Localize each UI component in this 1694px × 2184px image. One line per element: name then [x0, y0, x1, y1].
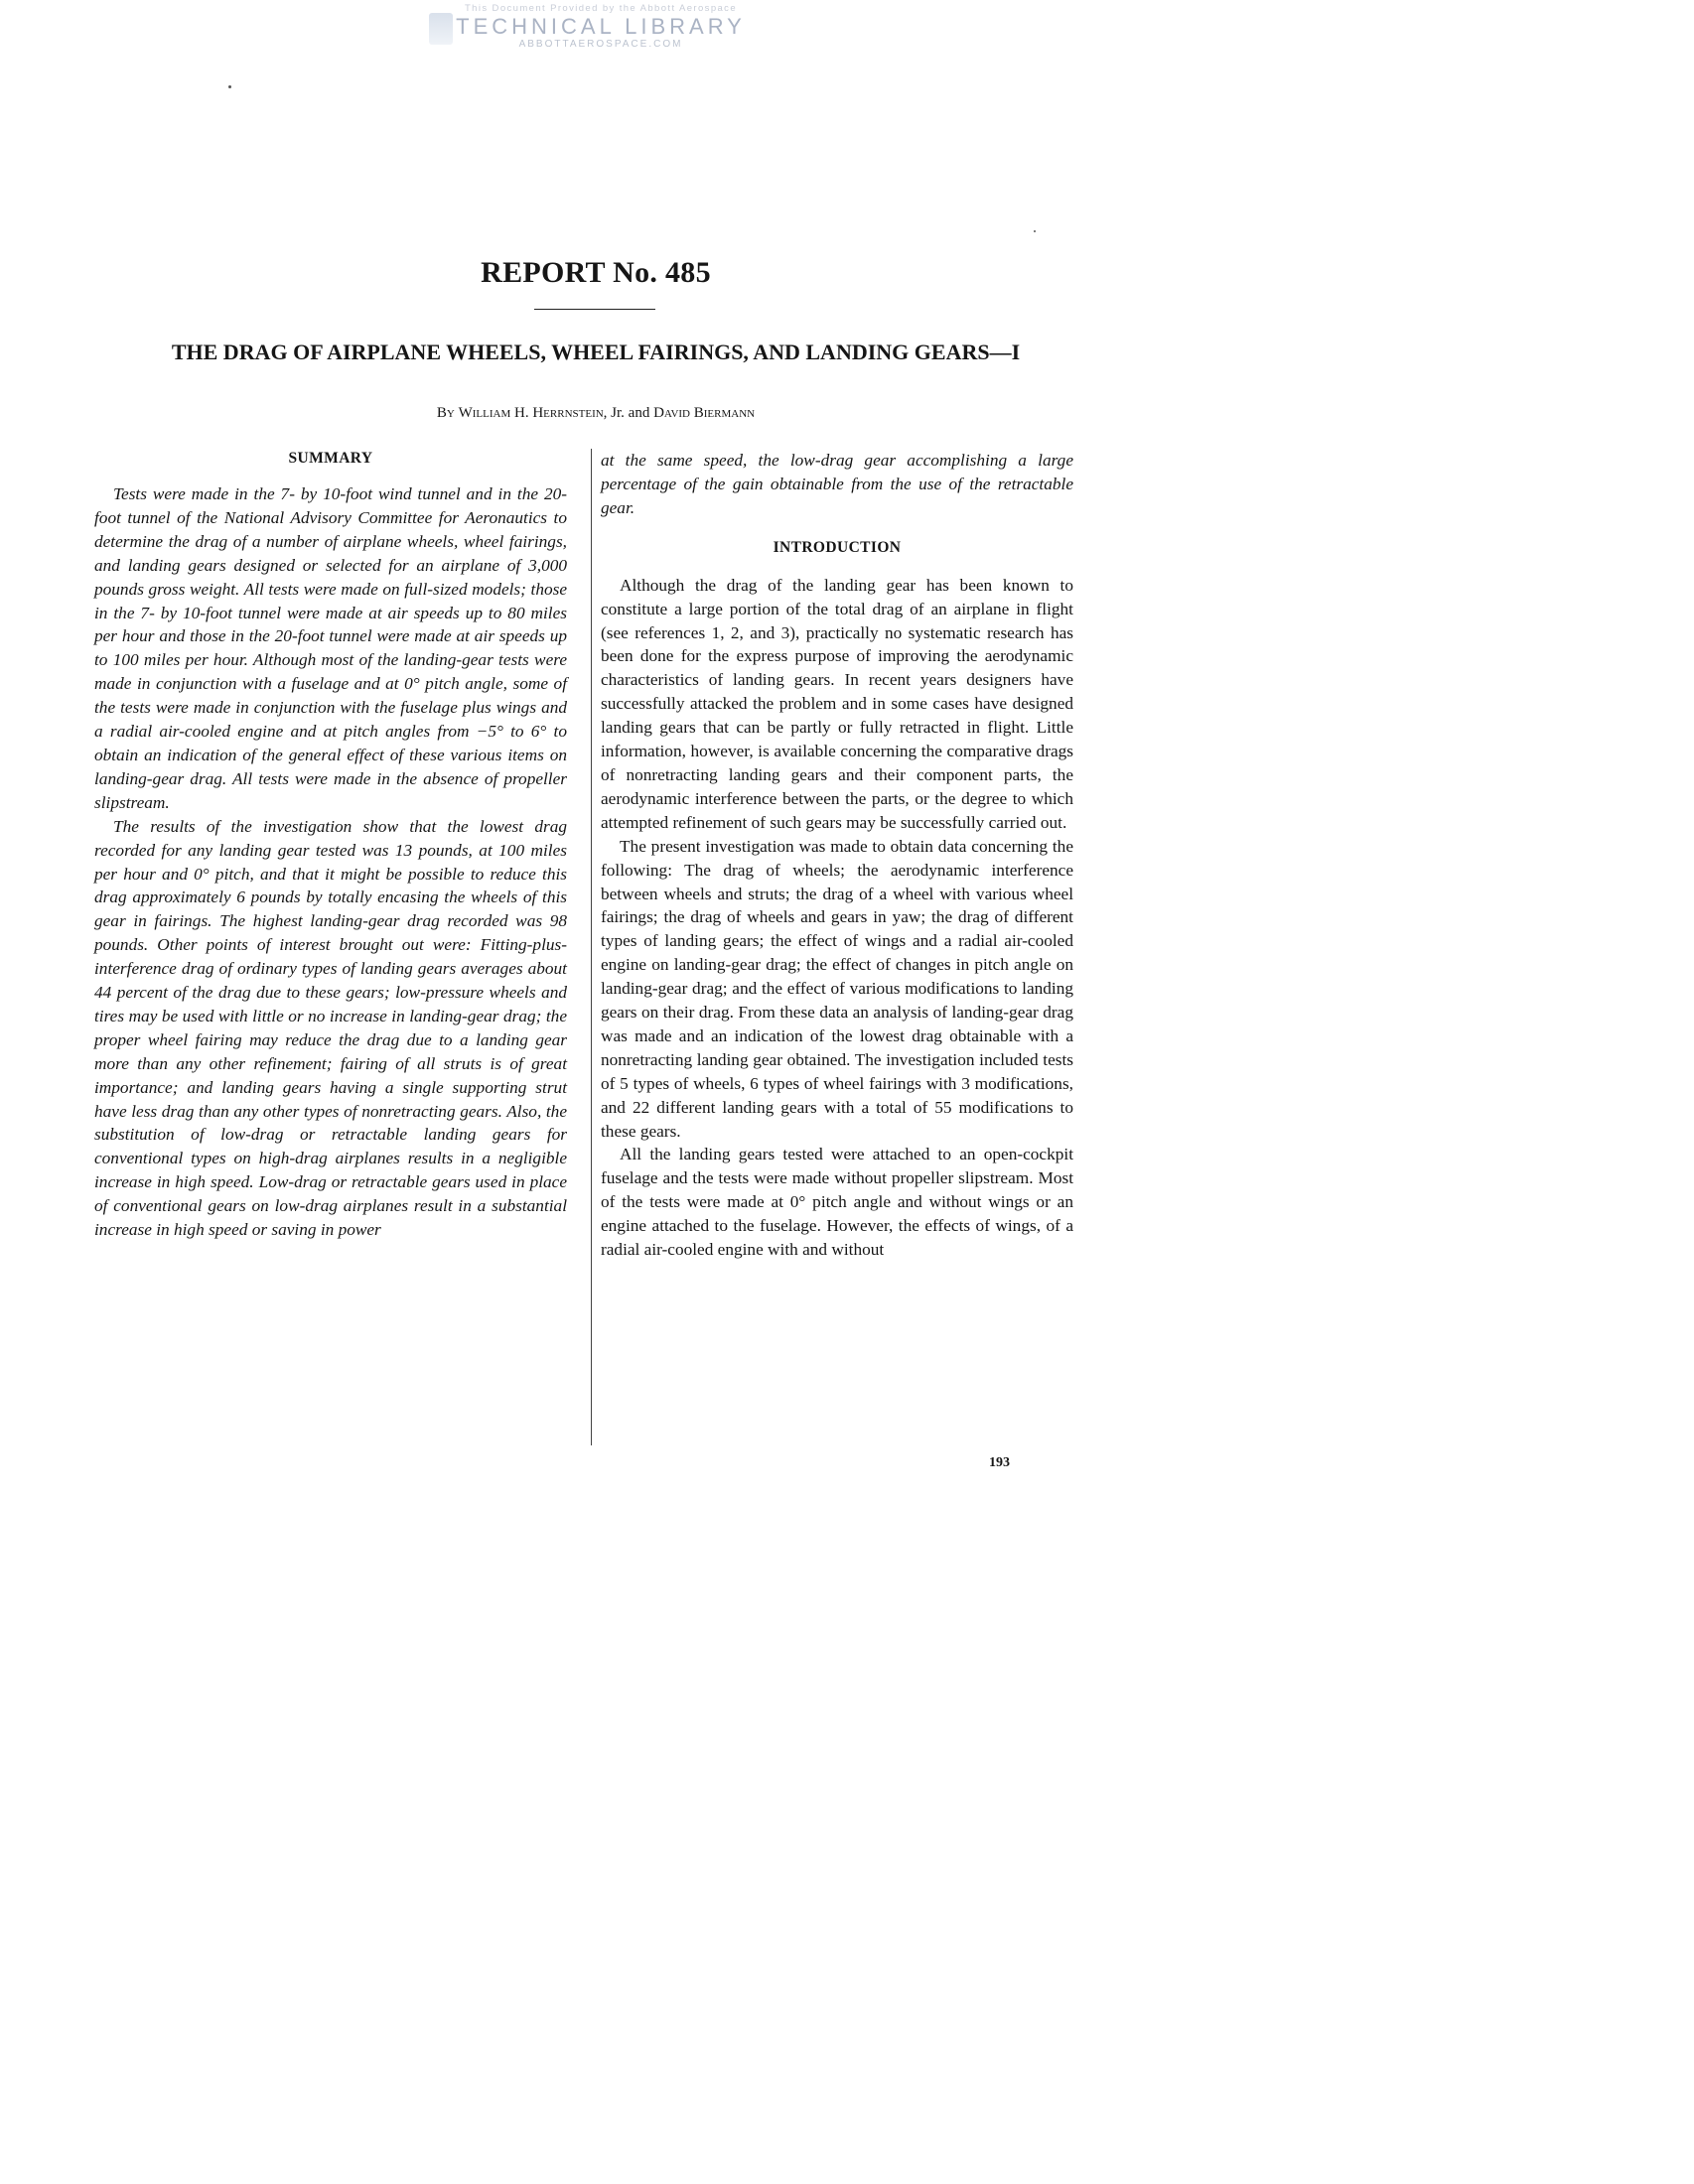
watermark-source-line: This Document Provided by the Abbott Aerospace: [464, 3, 738, 14]
library-logo-icon: [429, 13, 453, 45]
scan-speck: [228, 85, 231, 88]
introduction-heading: INTRODUCTION: [773, 538, 902, 556]
summary-paragraph: Tests were made in the 7- by 10-foot wind tunnel and in the 20-foot tunnel of the National Advisory Committee for Aeronautics to determine the drag of a number of airplane wheels, wheel fairings, and landing gears designed or selected for an airplane of 3,000 pounds gross weight. All tests were made on full-sized models; those in the 7- by 10-foot tunnel were made at air speeds up to 80 miles per hour and those in the 20-foot tunnel were made at air speeds up to 100 miles per hour. Although most of the landing-gear tests were made in conjunction with a fuselage and at 0° pitch angle, some of the tests were made in conjunction with the fuselage plus wings and a radial air-cooled engine and at pitch angles from −5° to 6° to obtain an indication of the general effect of these various items on landing-gear drag. All tests were made in the absence of propeller slipstream.: [94, 484, 567, 812]
author-name: William H. Herrnstein: [458, 405, 604, 421]
byline-by: By: [436, 405, 455, 421]
column-divider: [591, 449, 592, 1445]
author-name: David Biermann: [653, 405, 756, 421]
summary-continuation: at the same speed, the low-drag gear accomplishing a large percentage of the gain obtainable from the use of the retractable gear.: [601, 451, 1073, 517]
paper-title: THE DRAG OF AIRPLANE WHEELS, WHEEL FAIRINGS, AND LANDING GEARS—I: [171, 340, 1021, 364]
title-rule: [534, 309, 655, 310]
abbott-aerospace-watermark: [417, 3, 784, 55]
scan-speck: [1034, 230, 1036, 232]
summary-paragraph: The results of the investigation show that the lowest drag recorded for any landing gear tested was 13 pounds, at 100 miles per hour and 0° pitch, and that it might be possible to reduce this drag approximately 6 pounds by totally encasing the wheels of this gear in fairings. The highest landing-gear drag recorded was 98 pounds. Other points of interest brought out were: Fitting-plus-interference drag of ordinary types of landing gears averages about 44 percent of the drag due to these gears; low-pressure wheels and tires may be used with little or no increase in landing-gear drag; the proper wheel fairing may reduce the drag due to a landing gear more than any other refinement; fairing of all struts is of great importance; and landing gears having a single supporting strut have less drag than any other types of nonretracting gears. Also, the substitution of low-drag or retractable landing gears for conventional types on high-drag airplanes results in a negligible increase in high speed. Low-drag or retractable gears used in place of conventional gears on low-drag airplanes result in a substantial increase in high speed or saving in power: [94, 816, 567, 1240]
page-number: 193: [989, 1455, 1010, 1470]
left-column: [94, 449, 567, 1242]
watermark-site: ABBOTTAEROSPACE.COM: [518, 39, 683, 50]
introduction-paragraph: The present investigation was made to obtain data concerning the following: The drag of wheels; the aerodynamic interference between wheels and struts; the drag of a wheel with various wheel fairings; the drag of wheels and gears in yaw; the drag of different types of landing gears; the effect of wings and a radial air-cooled engine on landing-gear drag; the effect of changes in pitch angle on landing-gear drag; and the effect of various modifications to landing gears on their drag. From these data an analysis of landing-gear drag was made and an indication of the lowest drag obtainable with a nonretracting landing gear obtained. The investigation included tests of 5 types of wheels, 6 types of wheel fairings with 3 modifications, and 22 different landing gears with a total of 55 modifications to these gears.: [601, 836, 1073, 1141]
right-column: [601, 449, 1073, 1262]
introduction-paragraph: Although the drag of the landing gear has been known to constitute a large portion of the total drag of an airplane in flight (see references 1, 2, and 3), practically no systematic research has been done for the express purpose of improving the aerodynamic characteristics of landing gears. In recent years designers have successfully attacked the problem and in some cases have designed landing gears that can be partly or fully retracted in flight. Little information, however, is available concerning the comparative drags of nonretracting landing gears and their component parts, the aerodynamic interference between the parts, or the degree to which attempted refinement of such gears may be successfully carried out.: [601, 575, 1073, 832]
summary-heading: SUMMARY: [288, 450, 373, 467]
byline-connector: , Jr. and: [603, 405, 654, 421]
report-number: REPORT No. 485: [481, 256, 711, 289]
watermark-library-name: TECHNICAL LIBRARY: [456, 14, 746, 39]
introduction-paragraph: All the landing gears tested were attached to an open-cockpit fuselage and the tests were made without propeller slipstream. Most of the tests were made at 0° pitch angle and without wings or an engine attached to the fuselage. However, the effects of wings, of a radial air-cooled engine with and without: [601, 1145, 1073, 1260]
byline: [0, 405, 1192, 422]
